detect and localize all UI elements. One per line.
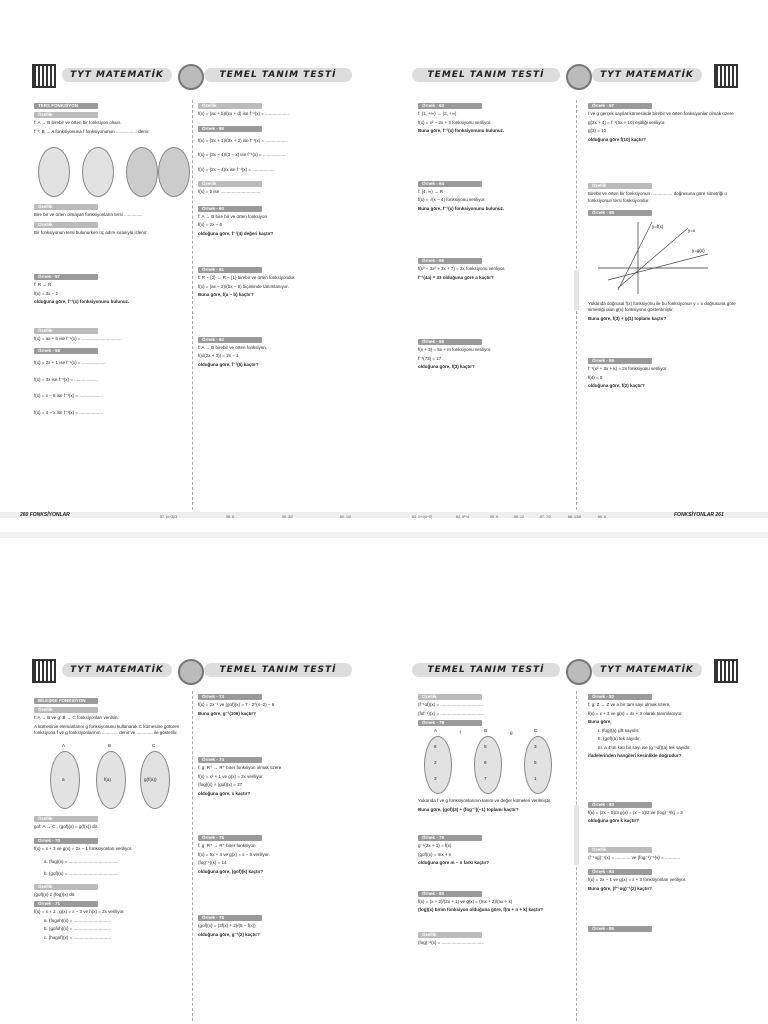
set-label: B bbox=[484, 728, 488, 733]
ozellik-tag: Özellik bbox=[198, 103, 262, 109]
question-line: olduğuna göre, f(3) kaçtır? bbox=[418, 364, 475, 369]
text-line: g(3) = 10 bbox=[588, 128, 607, 133]
answer-key: 57. (x+2)/3 bbox=[160, 515, 178, 519]
page-263 bbox=[384, 655, 768, 1024]
text-line: (fog)⁻¹(x) = .................................. bbox=[418, 939, 485, 945]
line-yx bbox=[618, 228, 688, 288]
qr-code-icon bbox=[714, 659, 738, 683]
ozellik-tag: Özellik bbox=[34, 884, 98, 890]
text-line: f: [4, ∞) → R bbox=[418, 188, 443, 194]
logo-icon bbox=[178, 659, 204, 685]
text-line: (gof)(x) = mx + n bbox=[418, 851, 452, 857]
text-line: (fog)(x) + (gof)(x) = 27 bbox=[198, 782, 243, 787]
text-line: f(x) = (ax + b)/(cx + d) ise f⁻¹(x) = ................... bbox=[198, 111, 289, 116]
label-yx: y=x bbox=[688, 228, 696, 233]
right-column bbox=[198, 691, 350, 940]
function-graph bbox=[588, 218, 738, 296]
question-line: Buna göre, f(a − b) kaçtır? bbox=[198, 292, 254, 297]
text-line: f(x) = 2x − 6 bbox=[198, 222, 223, 227]
logo-icon bbox=[178, 64, 204, 90]
example-tag: Örnek - 71 bbox=[34, 901, 98, 907]
text-line: Bir fonksiyonun tersi bulunurken üç adım sırasıyla izlenir: bbox=[34, 229, 148, 235]
text-line: f(x) = (2x − 5)/3 g(x) = (x − 1)/2 ve (fog)⁻¹(k) = 3 bbox=[588, 809, 683, 815]
qr-code-icon bbox=[32, 659, 56, 683]
set-label: C bbox=[152, 742, 156, 748]
set-label: A bbox=[434, 728, 438, 733]
page-footer: FONKSİYONLAR 261 bbox=[674, 512, 724, 518]
answer-key: 67. 7/2 bbox=[540, 515, 551, 519]
qr-code-icon bbox=[32, 64, 56, 88]
example-tag: Örnek - 62 bbox=[198, 337, 262, 343]
list-item: f(x) = 4 − x ise f⁻¹(x) = ................... bbox=[34, 409, 104, 415]
question-line: olduğuna göre m − n farkı kaçtır? bbox=[418, 860, 490, 865]
answer-key: 66. 12 bbox=[514, 515, 524, 519]
label-g: y=g(x) bbox=[692, 248, 705, 253]
text-line: f: R − {2} → R − {1} birebir ve örten fonksiyondur. bbox=[198, 275, 296, 280]
ozellik-tag: Özellik bbox=[34, 328, 98, 334]
example-tag: Örnek - 76 bbox=[198, 915, 262, 921]
set-oval bbox=[82, 147, 114, 197]
text-line: f: A → B birebir ve örten bir fonksiyon olsun. bbox=[34, 120, 122, 125]
arrow-label: g bbox=[510, 730, 513, 735]
text-line: f(x) = (x + 2)/(2x + 1) ve g(x) = (mx + 2)/(nx + k) bbox=[418, 898, 513, 904]
text-line: a. (fogoh)(x) = .............................. bbox=[44, 917, 112, 923]
text-line: f, g: R⁺ → R⁺ birer fonksiyon bbox=[198, 843, 256, 848]
text-line: f(x) = x² + 1 ve g(x) = 2x veriliyor. bbox=[198, 773, 264, 779]
text-line: f(x/(2x + 3)) = 2x − 1 bbox=[198, 353, 239, 358]
example-tag: Örnek - 78 bbox=[418, 720, 482, 726]
answer-key: 58. 5 bbox=[226, 515, 234, 519]
side-tab bbox=[574, 805, 579, 865]
example-tag: Örnek - 64 bbox=[418, 181, 482, 187]
element-label: a bbox=[62, 776, 65, 782]
label-f: y=f(x) bbox=[652, 224, 664, 229]
list-item: f(x) = (2x − 4)/x ise f⁻¹(x) = .................. bbox=[198, 166, 275, 172]
example-tag: Örnek - 65 bbox=[418, 258, 482, 264]
text-line: f(x) = 2x − 1 ve g(x) = x + 3 fonksiyonları veriliyor. bbox=[588, 877, 687, 882]
text-line: f(x) = √(x − 4) fonksiyonu veriliyor. bbox=[418, 197, 486, 202]
list-item: f(x) = 2x + 1 ise f⁻¹(x) = ................... bbox=[34, 360, 106, 365]
left-column bbox=[34, 100, 186, 426]
answer-key: 60. 1/2 bbox=[340, 515, 351, 519]
element-label: 1 bbox=[534, 776, 537, 781]
example-tag: Örnek - 80 bbox=[418, 891, 482, 897]
text-line: Yukarıda f ve g fonksiyonlarının tanım ve değer kümeleri verilmiştir. bbox=[418, 798, 552, 803]
ozellik-tag: Özellik bbox=[418, 694, 482, 700]
text-line: Birebir ve örten bir fonksiyonun ................. doğrusuna göre simetriği o fonksiyonun tersi fonksiyondur. bbox=[588, 191, 728, 203]
set-label: B bbox=[108, 742, 112, 748]
right-column bbox=[588, 691, 738, 934]
text-line: f(x) = 2x⁻¹ ve (gof)(x) = 7 · 2^(x−2) − 6 bbox=[198, 702, 275, 707]
ozellik-tag: Özellik bbox=[588, 847, 652, 853]
element-label: 3 bbox=[534, 744, 537, 749]
text-line: III. a 4'ün katı bir sayı ise (g⁻¹of)(a) tek sayıdır. bbox=[598, 744, 691, 750]
example-tag: Örnek - 60 bbox=[198, 206, 262, 212]
text-line: A kümesinin elemanlarını g fonksiyonunu kullanarak C kümesine götüren fonksiyona f ve g fonksiyonlarının ............. denir ve ............. ile gösterilir. bbox=[34, 723, 180, 735]
text-line: f: (1, +∞) → (2, +∞) bbox=[418, 111, 457, 116]
left-column bbox=[418, 691, 570, 948]
example-tag: Örnek - 82 bbox=[588, 694, 652, 700]
text-line: I. (fog)(a) çift sayıdır. bbox=[598, 727, 640, 733]
logo-icon bbox=[566, 659, 592, 685]
text-line: f(x) = 5x + 4 ve g(x) = x − 5 veriliyor. bbox=[198, 851, 270, 857]
example-tag: Örnek - 85 bbox=[588, 926, 652, 932]
example-tag: Örnek - 83 bbox=[588, 802, 652, 808]
question-line: Buna göre, f⁻¹(x) fonksiyonunu bulunuz. bbox=[418, 205, 505, 211]
ozellik-tag: Özellik bbox=[34, 222, 98, 228]
set-oval bbox=[50, 751, 80, 809]
header-tyt-title: TYT MATEMATİK bbox=[592, 68, 702, 82]
set-oval bbox=[38, 147, 70, 197]
text-line: Buna göre, bbox=[588, 719, 612, 724]
text-line: a. (fog)(x) = ........................................ bbox=[44, 858, 119, 864]
text-line: b. (gof)(x) = ........................................ bbox=[44, 871, 119, 876]
section-tag: TERS FONKSİYON bbox=[34, 103, 98, 109]
text-line: g⁻¹(2x + 1) = f(x) bbox=[418, 843, 452, 848]
example-tag: Örnek - 68 bbox=[588, 210, 652, 216]
text-line: f(4) = 0 bbox=[588, 374, 603, 380]
text-line: (fof⁻¹)(x) = ................................... bbox=[418, 710, 485, 716]
question-line: (fog)(x) birim fonksiyon olduğuna göre, f(m + n + k) kaçtır? bbox=[418, 907, 544, 912]
column-divider bbox=[192, 100, 193, 510]
question-line: olduğuna göre, f⁻¹(x) fonksiyonunu bulunuz. bbox=[34, 299, 130, 304]
example-tag: Örnek - 73 bbox=[198, 694, 262, 700]
section-tag: BİLEŞKE FONKSİYON bbox=[34, 698, 98, 704]
page-262 bbox=[0, 655, 384, 1024]
set-oval bbox=[126, 147, 158, 197]
text-line: b. (gofoh)(x) = .............................. bbox=[44, 926, 112, 931]
ozellik-tag: Özellik bbox=[34, 816, 98, 822]
answer-key: 65. 9 bbox=[490, 515, 498, 519]
list-item: f(x) = x − 6 ise f⁻¹(x) = ................... bbox=[34, 393, 104, 398]
text-line: f, g: Z → Z ve a bir tam sayı olmak üzere, bbox=[588, 702, 671, 707]
logo-icon bbox=[566, 64, 592, 90]
text-line: (f⁻¹og)⁻¹(x) = ............ ve (fog⁻¹)⁻¹(x) = ............ bbox=[588, 854, 681, 860]
ozellik-tag: Özellik bbox=[198, 181, 262, 187]
list-item: f(x) = (3x − 4)/(3 − x) ise f⁻¹(x) = .................. bbox=[198, 152, 286, 157]
text-line: II. (gof)(a) tek sayıdır. bbox=[598, 736, 641, 741]
example-tag: Örnek - 61 bbox=[198, 267, 262, 273]
example-tag: Örnek - 69 bbox=[588, 358, 652, 364]
text-line: f ve g gerçek sayılar kümesinde birebir ve örten fonksiyonlar olmak üzere bbox=[588, 111, 734, 116]
answer-key: 63. 1+√(x−2) bbox=[412, 515, 433, 519]
question-line: olduğuna göre, f⁻¹(4) değeri kaçtır? bbox=[198, 230, 274, 236]
header-temel-title: TEMEL TANIM TESTİ bbox=[204, 663, 352, 677]
ozellik-tag: Özellik bbox=[418, 932, 482, 938]
text-line: f(x) = ax + b ise f⁻¹(x) = ................................ bbox=[34, 335, 122, 341]
text-line: f: A → B bire bir ve örten fonksiyon bbox=[198, 213, 268, 219]
question-line: ifadelerinden hangileri kesinlikle doğrudur? bbox=[588, 753, 682, 758]
text-line: f⁻¹(x² + 3x + k) = 2x fonksiyonu veriliyor. bbox=[588, 366, 668, 371]
example-tag: Örnek - 74 bbox=[198, 757, 262, 763]
question-line: f⁻¹(4a) = 33 olduğuna göre a kaçtır? bbox=[418, 274, 494, 280]
text-line: Yukarıda doğrusal f(x) fonksiyonu ile bu fonksiyonun y = x doğrusuna göre simetriği olan g(x) fonksiyonu gösterilmiştir. bbox=[588, 300, 736, 312]
text-line: f(x) = (ax − 2)/(bx − 6) biçiminde tanımlanıyor. bbox=[198, 283, 289, 289]
text-line: f: A → B ve g: B → C fonksiyonları verilsin. bbox=[34, 715, 119, 720]
text-line: (gof)(x) = (3f(x) + 2)/(5 − f(x)) bbox=[198, 923, 256, 928]
element-label: 2 bbox=[434, 760, 437, 765]
question-line: Buna göre, g⁻¹(106) kaçtır? bbox=[198, 710, 256, 716]
text-line: f(x) = x + 3 ve g(x) = 4x + 3 olarak tanımlanıyor. bbox=[588, 710, 683, 716]
set-oval bbox=[524, 736, 552, 794]
example-tag: Örnek - 63 bbox=[418, 103, 482, 109]
element-label: g(f(a)) bbox=[144, 776, 157, 782]
right-column bbox=[588, 100, 738, 392]
list-item: f(x) = 3x ise f⁻¹(x) = ................... bbox=[34, 376, 98, 382]
mapping-diagram bbox=[34, 141, 186, 201]
example-tag: Örnek - 84 bbox=[588, 869, 652, 875]
example-tag: Örnek - 58 bbox=[34, 348, 98, 354]
header-tyt-title: TYT MATEMATİK bbox=[62, 663, 172, 677]
question-line: Buna göre, (gof)(3) + (fog⁻¹)(−1) toplamı kaçtır? bbox=[418, 806, 519, 812]
element-label: 6 bbox=[434, 744, 437, 749]
example-tag: Örnek - 70 bbox=[34, 838, 98, 844]
text-line: f(x + 3) = 5x + m fonksiyonu veriliyor. bbox=[418, 347, 492, 352]
qr-code-icon bbox=[714, 64, 738, 88]
text-line: gof: A → C , (gof)(x) = g(f(x)) dir. bbox=[34, 823, 99, 829]
element-label: 6 bbox=[484, 760, 487, 765]
left-column bbox=[418, 100, 570, 373]
question-line: olduğuna göre f(10) kaçtır? bbox=[588, 136, 647, 142]
header-temel-title: TEMEL TANIM TESTİ bbox=[412, 68, 560, 82]
answer-key: 69. 6 bbox=[598, 515, 606, 519]
set-label: C bbox=[534, 728, 538, 733]
text-line: f(x) = 3x − 2 bbox=[34, 290, 59, 296]
set-label: A bbox=[62, 742, 66, 748]
set-oval bbox=[474, 736, 502, 794]
text-line: f(x) = x + 2 , g(x) = x − 3 ve h(x) = 2x veriliyor. bbox=[34, 909, 125, 914]
example-tag: Örnek - 59 bbox=[198, 126, 262, 132]
example-tag: Örnek - 79 bbox=[418, 835, 482, 841]
line-f bbox=[618, 222, 652, 290]
composition-diagram bbox=[34, 739, 186, 813]
element-label: 5 bbox=[484, 744, 487, 749]
ozellik-tag: Özellik bbox=[34, 112, 98, 118]
page-261 bbox=[384, 60, 768, 530]
question-line: Buna göre, (f⁻¹og)⁻¹(2) kaçtır? bbox=[588, 885, 652, 891]
page-260 bbox=[0, 60, 384, 530]
ozellik-tag: Özellik bbox=[34, 707, 98, 713]
question-line: olduğuna göre, g⁻¹(2) kaçtır? bbox=[198, 931, 260, 937]
set-oval bbox=[158, 147, 190, 197]
element-label: 7 bbox=[484, 776, 487, 781]
text-line: f⁻¹(73) = 17 bbox=[418, 355, 442, 361]
text-line: f: R → R bbox=[34, 282, 52, 287]
question-line: olduğuna göre, x kaçtır? bbox=[198, 790, 251, 796]
text-line: g(2x + 4) = f⁻¹(5x + 10) eşitliği veriliyor. bbox=[588, 119, 666, 125]
text-line: c. (hogof)(x) = .............................. bbox=[44, 934, 111, 940]
page-footer: 260 FONKSİYONLAR bbox=[20, 512, 70, 518]
list-item: f(x) = (2x + 1)/(3x + 2) ise f⁻¹(x) = .................. bbox=[198, 137, 288, 143]
text-line: f, g: R⁺ → R⁺ birer fonksiyon olmak üzere bbox=[198, 765, 282, 770]
text-line: f(x³ + 3x² + 3x + 7) = 2x fonksiyonu veriliyor. bbox=[418, 266, 506, 271]
example-tag: Örnek - 66 bbox=[418, 339, 482, 345]
element-label: 3 bbox=[434, 776, 437, 781]
text-line: f(x) = x + 3 ve g(x) = 2x − 1 fonksiyonları veriliyor. bbox=[34, 846, 133, 851]
header-temel-title: TEMEL TANIM TESTİ bbox=[412, 663, 560, 677]
text-line: f(x) = x² − 2x + 3 fonksiyonu veriliyor. bbox=[418, 119, 492, 125]
example-tag: Örnek - 75 bbox=[198, 835, 262, 841]
line-g bbox=[608, 254, 708, 280]
arrow-label: f bbox=[460, 730, 462, 735]
header-tyt-title: TYT MATEMATİK bbox=[62, 68, 172, 82]
text-line: (fog⁻¹)(k) = 14 bbox=[198, 860, 227, 865]
mapping-diagram bbox=[418, 728, 570, 796]
text-line: (f⁻¹of)(x) = ................................... bbox=[418, 702, 485, 707]
set-oval bbox=[96, 751, 126, 809]
element-label: 5 bbox=[534, 760, 537, 765]
ozellik-tag: Özellik bbox=[588, 183, 652, 189]
answer-key: 59. 3/2 bbox=[282, 515, 293, 519]
set-oval bbox=[424, 736, 452, 794]
text-line: (gof)(x) ≠ (fog)(x) dir. bbox=[34, 891, 76, 897]
example-tag: Örnek - 57 bbox=[34, 274, 98, 280]
question-line: olduğuna göre, f⁻¹(5) kaçtır? bbox=[198, 361, 259, 367]
question-line: olduğuna göre k kaçtır? bbox=[588, 818, 640, 823]
element-label: f(a) bbox=[104, 776, 111, 782]
column-divider bbox=[192, 691, 193, 1021]
text-line: f(x) = b ise ................................ bbox=[198, 189, 261, 194]
header-tyt-title: TYT MATEMATİK bbox=[592, 663, 702, 677]
text-line: f: A → B birebir ve örten fonksiyon, bbox=[198, 344, 268, 350]
header-temel-title: TEMEL TANIM TESTİ bbox=[204, 68, 352, 82]
side-tab bbox=[574, 270, 579, 310]
ozellik-tag: Özellik bbox=[34, 204, 98, 210]
answer-key: 64. x²+4 bbox=[456, 515, 470, 519]
question-line: olduğuna göre, (gof)(k) kaçtır? bbox=[198, 868, 264, 874]
question-line: Buna göre, f⁻¹(x) fonksiyonunu bulunuz. bbox=[418, 128, 505, 133]
question-line: Buna göre, f(3) + g(1) toplamı kaçtır? bbox=[588, 315, 667, 321]
example-tag: Örnek - 67 bbox=[588, 103, 652, 109]
right-column bbox=[198, 100, 350, 370]
question-line: olduğuna göre, f(2) kaçtır? bbox=[588, 383, 645, 388]
answer-key: 68. 13/5 bbox=[568, 515, 581, 519]
text-line: Bire bir ve örten olmayan fonksiyonların tersi ............... bbox=[34, 212, 143, 217]
text-line: f⁻¹: B → A fonksiyonuna f fonksiyonunun ................. denir. bbox=[34, 128, 150, 134]
page-separator bbox=[0, 532, 768, 538]
left-column bbox=[34, 695, 186, 943]
